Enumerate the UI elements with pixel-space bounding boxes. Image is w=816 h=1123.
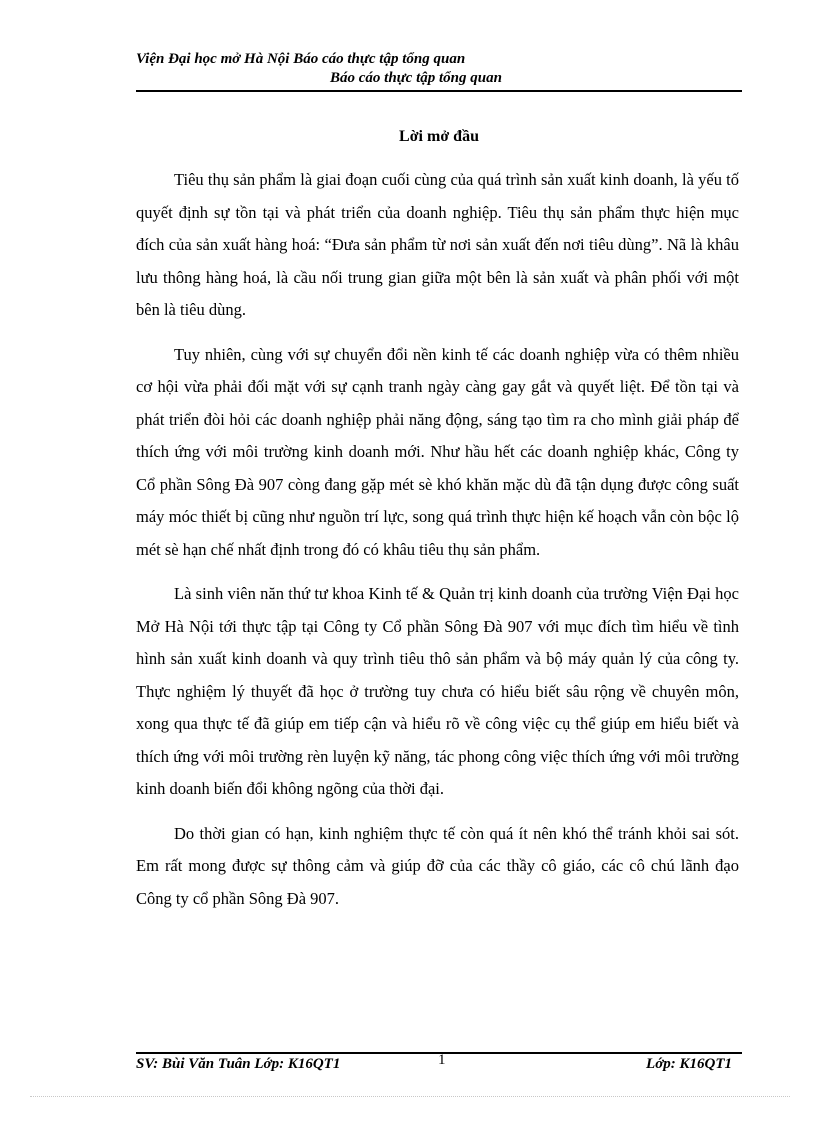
header-line-1: Viện Đại học mở Hà Nội Báo cáo thực tập tổng quan <box>136 51 466 67</box>
paragraph-4: Do thời gian có hạn, kinh nghiệm thực tế còn quá ít nên khó thể tránh khỏi sai sót. Em rất mong được sự thông cảm và giúp đỡ của các thầy cô giáo, các cô chú lãnh đạo Công ty cổ phần Sông Đà 907. <box>136 823 739 908</box>
document-body <box>136 164 739 927</box>
footer-class: Lớp: K16QT1 <box>646 1056 732 1072</box>
paragraph-2: Tuy nhiên, cùng với sự chuyển đổi nền kinh tế các doanh nghiệp vừa có thêm nhiều cơ hội vừa phải đối mặt với sự cạnh tranh ngày càng gay gắt và quyết liệt. Để tồn tại và phát triển đòi hỏi các doanh nghiệp phải năng động, sáng tạo tìm ra cho mình giải pháp để thích ứng với môi trường kinh doanh mới. Như hầu hết các doanh nghiệp khác, Công ty Cổ phần Sông Đà 907 còng đang gặp mét sè khó khăn mặc dù đã tận dụng được công suất máy móc thiết bị cũng như nguồn trí lực, song quá trình thực hiện kế hoạch vẫn còn bộc lộ mét sè hạn chế nhất định trong đó có khâu tiêu thụ sản phẩm. <box>136 344 739 559</box>
header-line-2: Báo cáo thực tập tổng quan <box>330 70 502 86</box>
document-title: Lời mở đầu <box>399 128 479 145</box>
page-boundary-divider <box>30 1096 790 1097</box>
paragraph-3: Là sinh viên năn thứ tư khoa Kinh tế & Quản trị kinh doanh của trường Viện Đại học Mở Hà Nội tới thực tập tại Công ty Cổ phần Sông Đà 907 với mục đích tìm hiểu về tình hình sản xuất kinh doanh và quy trình tiêu thô sản phẩm và bộ máy quản lý của công ty. Thực nghiệm lý thuyết đã học ở trường tuy chưa có hiểu biết sâu rộng về chuyên môn, xong qua thực tế đã giúp em tiếp cận và hiểu rõ về công việc cụ thể giúp em hiểu biết và thích ứng với môi trường rèn luyện kỹ năng, tác phong công việc thích ứng với môi trường kinh doanh biến đổi không ngõng của thời đại. <box>136 584 739 798</box>
footer-student: SV: Bùi Văn Tuân Lớp: K16QT1 <box>136 1056 341 1072</box>
page-number: 1 <box>438 1052 446 1068</box>
paragraph-1: Tiêu thụ sản phẩm là giai đoạn cuối cùng của quá trình sản xuất kinh doanh, là yếu tố quyết định sự tồn tại và phát triển của doanh nghiệp. Tiêu thụ sản phẩm thực hiện mục đích của sản xuất hàng hoá: “Đưa sản phẩm từ nơi sản xuất đến nơi tiêu dùng”. Nã là khâu lưu thông hàng hoá, là cầu nối trung gian giữa một bên là sản xuất và phân phối với một bên là tiêu dùng. <box>136 170 739 319</box>
page-footer <box>136 1052 742 1076</box>
page-header <box>136 50 742 92</box>
